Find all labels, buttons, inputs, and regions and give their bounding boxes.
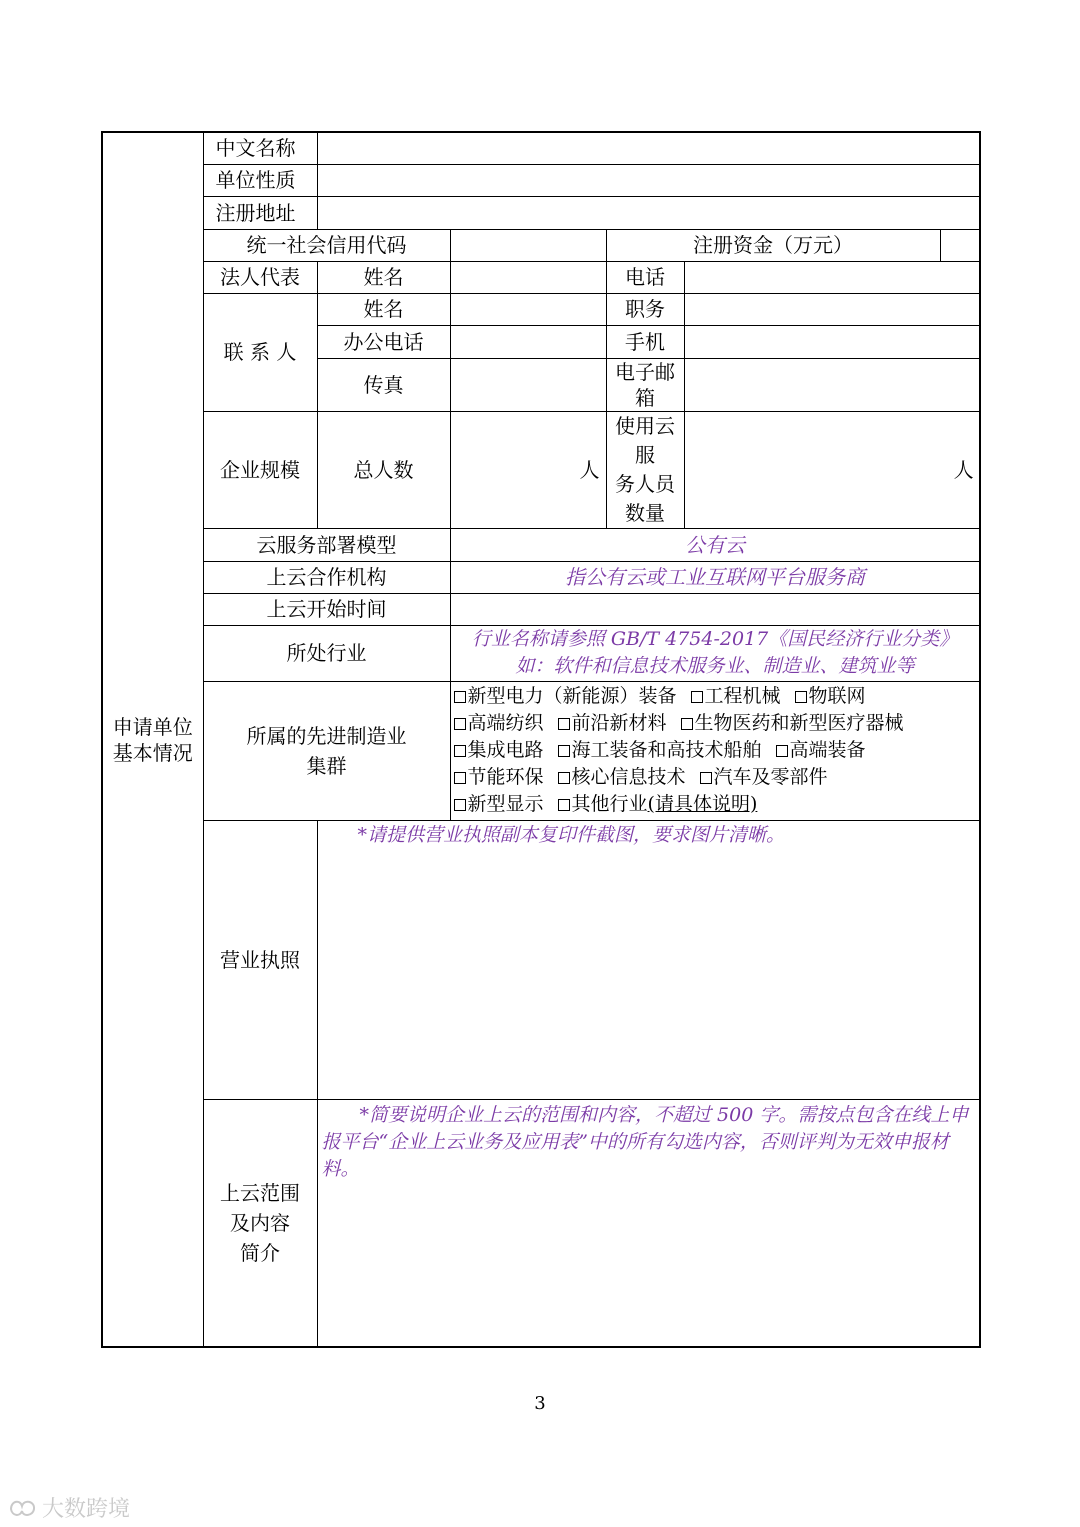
input-fax[interactable]	[450, 358, 606, 411]
checkbox-icon[interactable]	[691, 691, 703, 703]
label-cloud-staff: 使用云服 务人员 数量	[606, 411, 684, 528]
unit-cloud-staff: 人	[953, 457, 974, 482]
checkbox-icon[interactable]	[776, 745, 788, 757]
cluster-option[interactable]: 新型显示	[454, 793, 544, 815]
cluster-row	[454, 683, 980, 710]
value-deploy-model[interactable]: 公有云	[450, 528, 980, 561]
cluster-option[interactable]: 前沿新材料	[558, 712, 667, 734]
label-position: 职务	[606, 293, 684, 325]
input-office-phone[interactable]	[450, 325, 606, 358]
label-registered-capital: 注册资金（万元）	[606, 229, 940, 261]
cluster-option[interactable]: 生物医药和新型医疗器械	[681, 712, 904, 734]
section-basic-info: 申请单位 基本情况	[102, 132, 203, 1347]
label-fax: 传真	[317, 358, 450, 411]
input-registered-capital[interactable]	[940, 229, 980, 261]
checkbox-icon[interactable]	[558, 772, 570, 784]
input-partner[interactable]: 指公有云或工业互联网平台服务商	[450, 561, 980, 593]
input-industry[interactable]	[450, 625, 980, 681]
cluster-option[interactable]: 汽车及零部件	[700, 766, 828, 788]
cluster-row	[454, 791, 980, 818]
cluster-option[interactable]: 集成电路	[454, 739, 544, 761]
input-total-staff[interactable]	[450, 411, 606, 528]
label-contact-name: 姓名	[317, 293, 450, 325]
label-mobile: 手机	[606, 325, 684, 358]
checkbox-icon[interactable]	[795, 691, 807, 703]
cluster-option[interactable]: 核心信息技术	[558, 766, 686, 788]
cluster-option[interactable]: 物联网	[795, 685, 866, 707]
cluster-option[interactable]: 高端纺织	[454, 712, 544, 734]
checkbox-icon[interactable]	[454, 799, 466, 811]
page-number: 3	[534, 1393, 546, 1414]
input-unit-nature[interactable]	[317, 164, 980, 196]
label-credit-code: 统一社会信用代码	[203, 229, 450, 261]
cluster-option[interactable]: 海工装备和高技术船舶	[558, 739, 762, 761]
label-legal-rep-name: 姓名	[317, 261, 450, 293]
checkbox-icon[interactable]	[454, 772, 466, 784]
label-industry: 所处行业	[203, 625, 450, 681]
scope-note: *简要说明企业上云的范围和内容，不超过 500 字。需按点包含在线上申报平台“企业上云业务及应用表”中的所有勾选内容，否则评判为无效申报材料。	[321, 1103, 969, 1180]
cluster-option[interactable]: 节能环保	[454, 766, 544, 788]
label-total-staff: 总人数	[317, 411, 450, 528]
cluster-row	[454, 710, 980, 737]
label-partner: 上云合作机构	[203, 561, 450, 593]
label-legal-rep: 法人代表	[203, 261, 317, 293]
input-legal-rep-phone[interactable]	[684, 261, 980, 293]
input-legal-rep-name[interactable]	[450, 261, 606, 293]
checkbox-icon[interactable]	[558, 745, 570, 757]
input-registered-address[interactable]	[317, 196, 980, 229]
input-contact-name[interactable]	[450, 293, 606, 325]
license-upload-area[interactable]	[317, 820, 980, 1099]
watermark	[8, 1492, 130, 1523]
other-industry-note[interactable]: (请具体说明)	[647, 793, 758, 815]
industry-hint-line-2: 如：软件和信息技术服务业、制造业、建筑业等	[515, 655, 915, 677]
label-unit-nature: 单位性质	[203, 164, 317, 196]
section-license: 营业执照	[203, 820, 317, 1099]
section-scope: 上云范围 及内容 简介	[203, 1099, 317, 1347]
checkbox-icon[interactable]	[558, 718, 570, 730]
label-enterprise-scale: 企业规模	[203, 411, 317, 528]
label-registered-address: 注册地址	[203, 196, 317, 229]
cluster-row	[454, 737, 980, 764]
label-chinese-name: 中文名称	[203, 132, 317, 164]
label-start-time: 上云开始时间	[203, 593, 450, 625]
cluster-option[interactable]: 工程机械	[691, 685, 781, 707]
watermark-text: 大数跨境	[42, 1497, 131, 1522]
checkbox-icon[interactable]	[454, 745, 466, 757]
checkbox-icon[interactable]	[454, 691, 466, 703]
checkbox-icon[interactable]	[454, 718, 466, 730]
cluster-options	[450, 681, 980, 820]
cluster-option[interactable]: 新型电力（新能源）装备	[454, 685, 677, 707]
input-credit-code[interactable]	[450, 229, 606, 261]
cluster-option[interactable]: 其他行业(请具体说明)	[558, 793, 758, 815]
label-legal-rep-phone: 电话	[606, 261, 684, 293]
label-office-phone: 办公电话	[317, 325, 450, 358]
input-start-time[interactable]	[450, 593, 980, 625]
checkbox-icon[interactable]	[681, 718, 693, 730]
checkbox-icon[interactable]	[700, 772, 712, 784]
label-contact: 联 系 人	[203, 293, 317, 411]
checkbox-icon[interactable]	[558, 799, 570, 811]
unit-total-staff: 人	[579, 457, 600, 482]
label-deploy-model: 云服务部署模型	[203, 528, 450, 561]
cluster-option[interactable]: 高端装备	[776, 739, 866, 761]
label-email: 电子邮箱	[606, 358, 684, 411]
cluster-row	[454, 764, 980, 791]
watermark-logo-icon	[8, 1497, 38, 1519]
label-cluster: 所属的先进制造业 集群	[203, 681, 450, 820]
application-form-table	[101, 131, 981, 1348]
input-position[interactable]	[684, 293, 980, 325]
industry-hint-line-1: 行业名称请参照 GB/T 4754-2017《国民经济行业分类》	[471, 628, 959, 650]
input-email[interactable]	[684, 358, 980, 411]
scope-text-area[interactable]	[317, 1099, 980, 1347]
input-chinese-name[interactable]	[317, 132, 980, 164]
license-note: *请提供营业执照副本复印件截图，要求图片清晰。	[357, 823, 786, 846]
input-cloud-staff[interactable]	[684, 411, 980, 528]
input-mobile[interactable]	[684, 325, 980, 358]
